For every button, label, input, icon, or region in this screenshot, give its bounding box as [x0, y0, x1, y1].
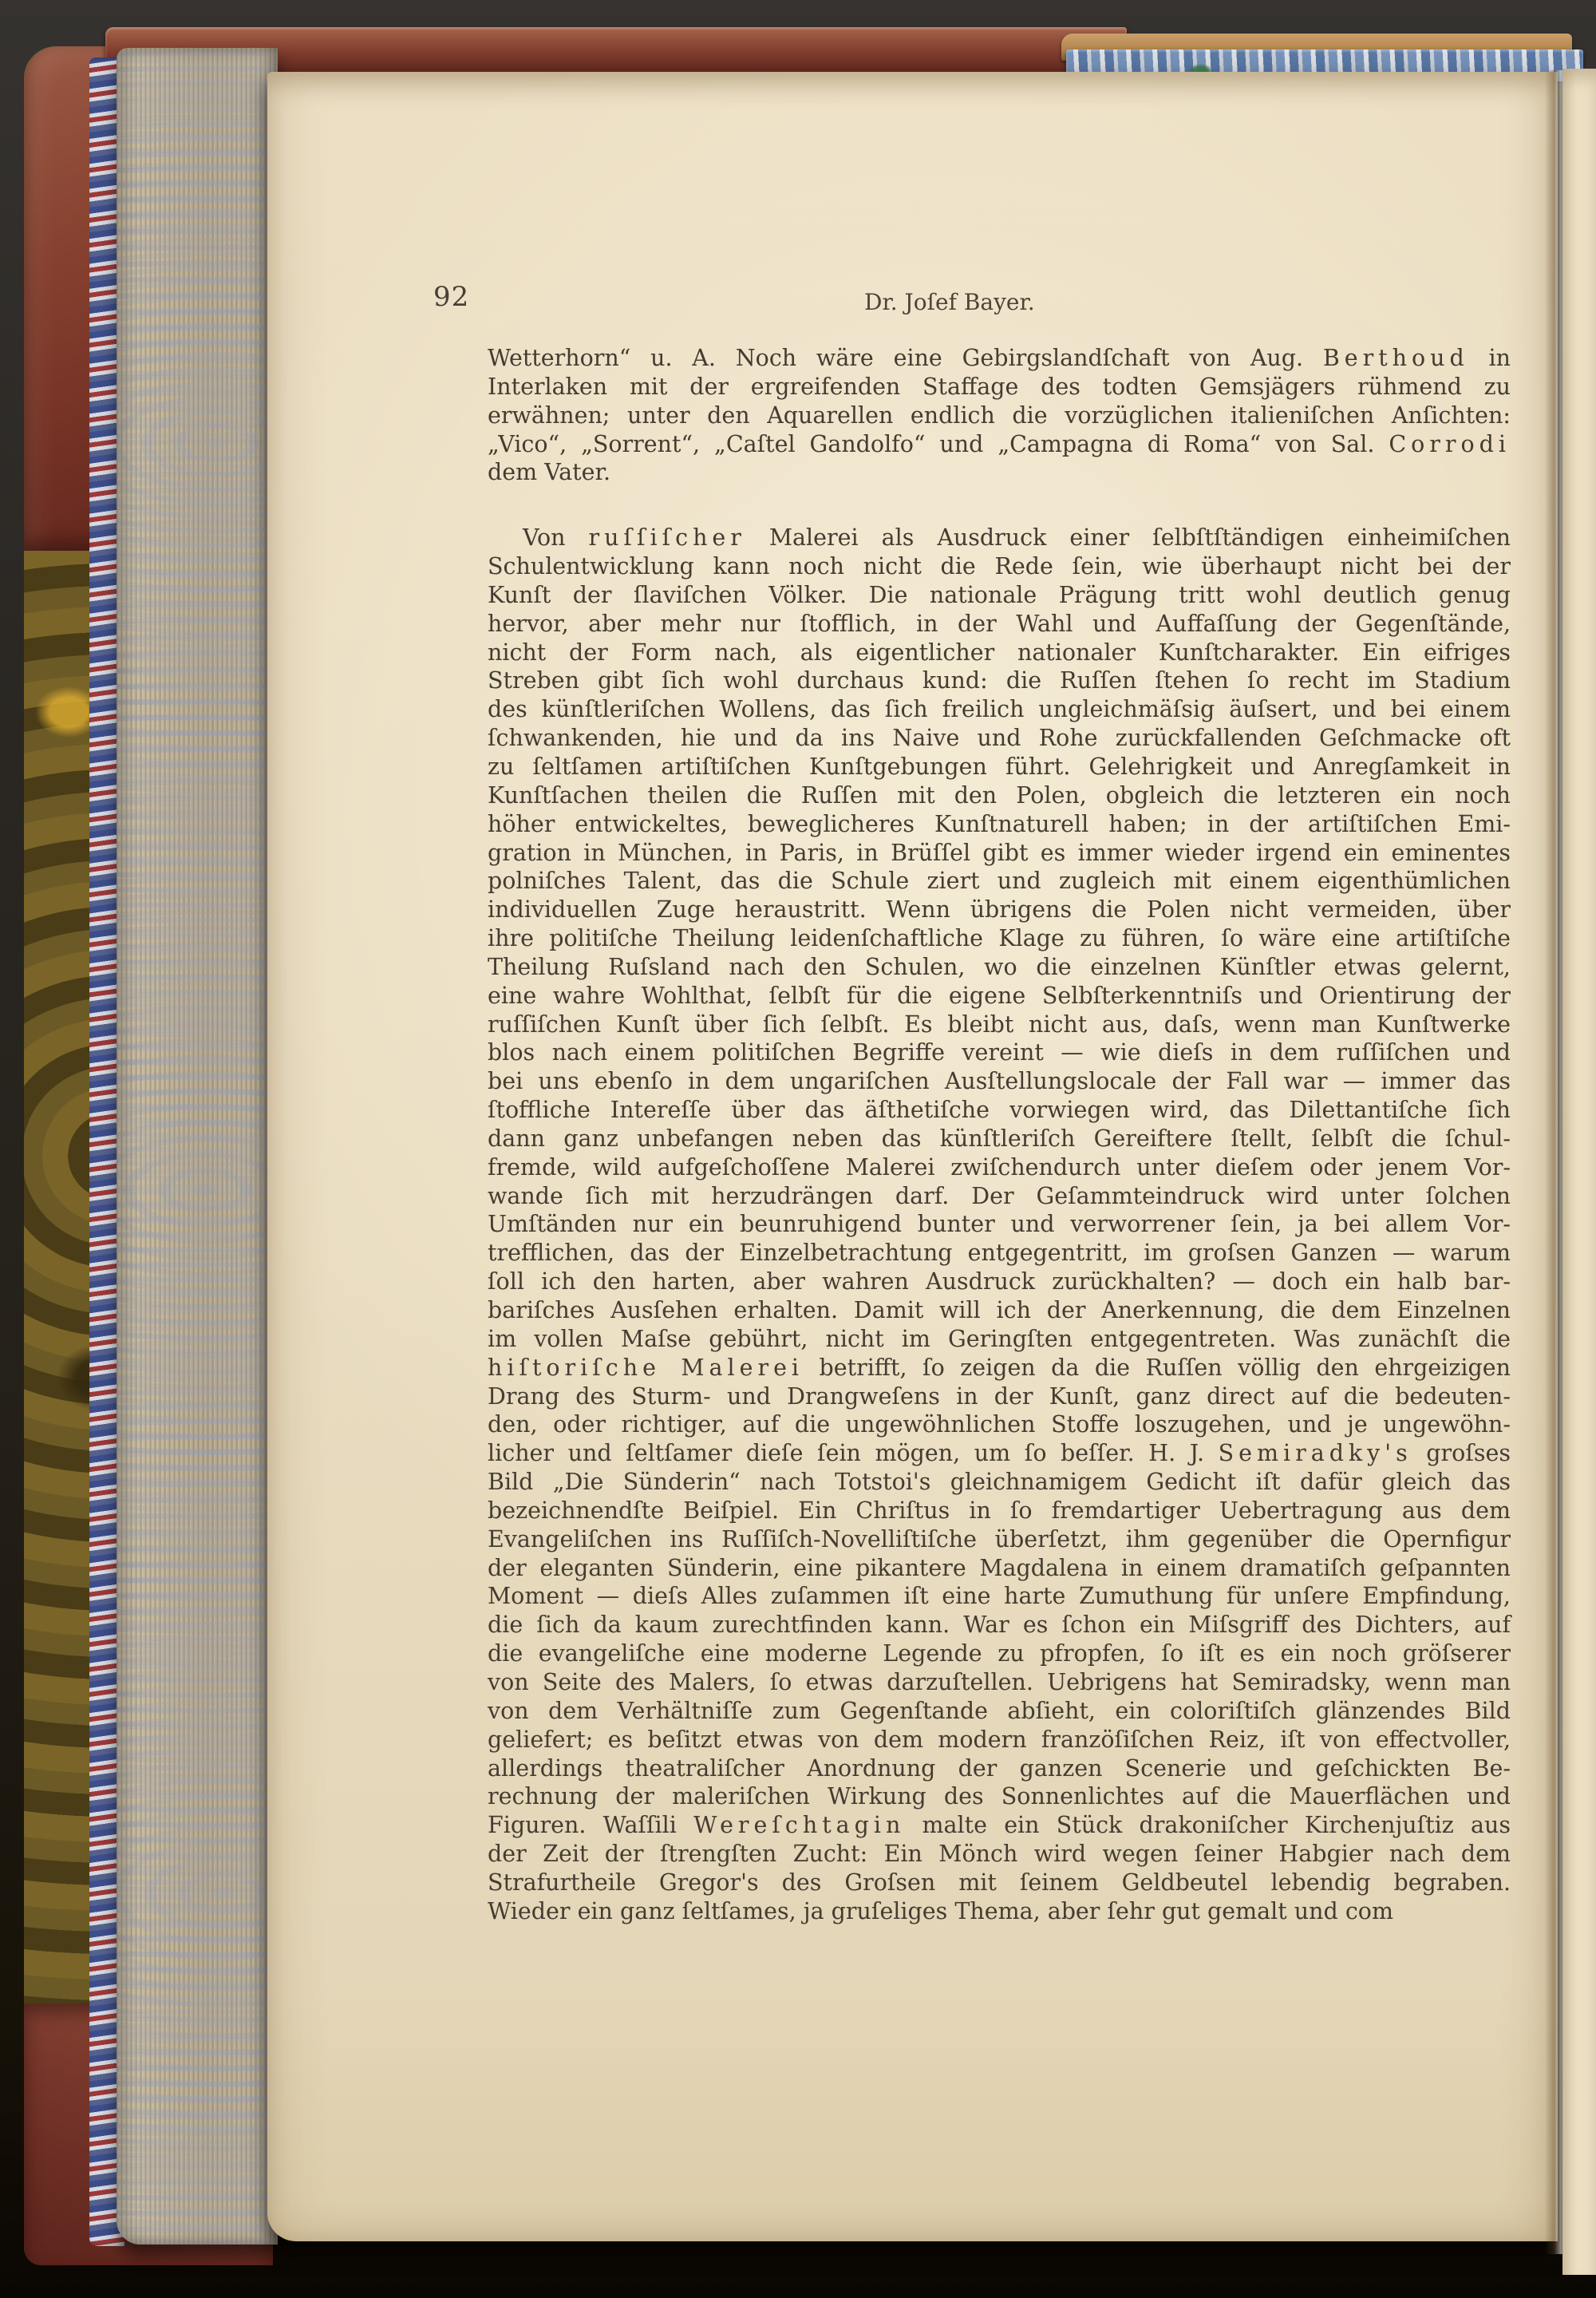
text-line: fremde, wild aufgeſchoſſene Malerei zwiſchendurch unter dieſem oder jenem Vor- [488, 1153, 1511, 1181]
text-line: bei uns ebenſo in dem ungariſchen Ausſtellungslocale der Fall war — immer das [488, 1068, 1511, 1095]
running-header: Dr. Joſef Bayer. [864, 289, 1035, 315]
text-line: allerdings theatraliſcher Anordnung der ganzen Scenerie und geſchickten Be- [488, 1754, 1511, 1782]
text-line: dann ganz unbefangen neben das künſtleriſch Gereiftere ſtellt, ſelbſt die ſchul- [488, 1125, 1511, 1152]
letterspaced-text: ruſſiſcher [588, 524, 746, 552]
text-line: ruſſiſchen Kunſt über ſich ſelbſt. Es bleibt nicht aus, daſs, wenn man Kunſtwerke [488, 1011, 1511, 1038]
text-line: wande ſich mit herzudrängen darf. Der Geſammteindruck wird unter ſolchen [488, 1182, 1511, 1209]
letterspaced-text: Wereſchtagin [693, 1812, 906, 1839]
text-line: Kunſtſachen theilen die Ruſſen mit den Polen, obgleich die letzteren ein noch [488, 781, 1511, 809]
text-line: Drang des Sturm- und Drangweſens in der Kunſt, ganz direct auf die bedeuten- [488, 1382, 1511, 1410]
text-line: zu ſeltſamen artiſtiſchen Kunſtgebungen führt. Gelehrigkeit und Anregſamkeit in [488, 753, 1511, 780]
text-line: Interlaken mit der ergreifenden Staffage des todten Gemsjägers rühmend zu [488, 373, 1511, 400]
text-line: die ſich da kaum zurechtfinden kann. War es ſchon ein Miſsgriff des Dichters, auf [488, 1612, 1511, 1639]
text-line: Theilung Ruſsland nach den Schulen, wo die einzelnen Künſtler etwas gelernt, [488, 953, 1511, 980]
text-line: bezeichnendſte Beiſpiel. Ein Chriſtus in ſo fremdartiger Uebertragung aus dem [488, 1497, 1511, 1524]
text-line: licher und ſeltſamer dieſe ſein mögen, um ſo beſſer. H. J. Semiradky's groſses [488, 1440, 1511, 1467]
text-line: Kunſt der ſlaviſchen Völker. Die nationale Prägung tritt wohl deutlich genug [488, 581, 1511, 608]
letterspaced-text: Semiradky's [1218, 1440, 1412, 1467]
text-line: den, oder richtiger, auf die ungewöhnlichen Stoffe loszugehen, und je ungewöhn- [488, 1411, 1511, 1438]
text-line: Wetterhorn“ u. A. Noch wäre eine Gebirgslandſchaft von Aug. Berthoud in [488, 345, 1511, 371]
next-page-sliver [1562, 69, 1596, 2275]
text-line: Strafurtheile Gregor's des Groſsen mit ſeinem Geldbeutel lebendig begraben. [488, 1869, 1511, 1896]
letterspaced-text: Berthoud [1322, 345, 1469, 371]
text-line: individuellen Zuge heraustritt. Wenn übrigens die Polen nicht vermeiden, über [488, 896, 1511, 924]
text-line: hiſtoriſche Malerei betrifft, ſo zeigen da die Ruſſen völlig den ehrgeizigen [488, 1354, 1511, 1381]
text-line: Evangeliſchen ins Ruſſiſch-Novelliſtiſche überſetzt, ihm gegenüber die Opernfigur [488, 1525, 1511, 1552]
text-line: Bild „Die Sünderin“ nach Totstoi's gleichnamigem Gedicht iſt dafür gleich das [488, 1469, 1511, 1496]
text-line: bariſches Ausſehen erhalten. Damit will ich der Anerkennung, die dem Einzelnen [488, 1297, 1511, 1323]
text-line: ſchwankenden, hie und da ins Naive und Rohe zurückfallenden Geſchmacke oft [488, 725, 1511, 752]
text-line: Wieder ein ganz ſeltſames, ja gruſeliges Thema, aber ſehr gut gemalt und com [488, 1897, 1393, 1924]
fanned-page-edges [117, 48, 278, 2245]
text-line: ihre politiſche Theilung leidenſchaftliche Klage zu führen, ſo wäre eine artiſtiſche [488, 925, 1511, 952]
text-line: im vollen Maſse gebührt, nicht im Geringſten entgegentreten. Was zunächſt die [488, 1325, 1511, 1352]
text-line: trefflichen, das der Einzelbetrachtung entgegentritt, im groſsen Ganzen — warum [488, 1240, 1511, 1267]
text-line: hervor, aber mehr nur ſtofflich, in der Wahl und Auffaſſung der Gegenſtände, [488, 610, 1511, 637]
text-block [488, 344, 1511, 1926]
letterspaced-text: Corrodi [1389, 430, 1511, 457]
text-line: gration in München, in Paris, in Brüſſel gibt es immer wieder irgend ein eminentes [488, 839, 1511, 866]
text-line: geliefert; es beſitzt etwas von dem modern franzöſiſchen Reiz, iſt von effectvoller, [488, 1726, 1511, 1753]
page-number: 92 [433, 281, 470, 313]
text-line: Schulentwicklung kann noch nicht die Rede ſein, wie überhaupt nicht bei der [488, 553, 1511, 580]
text-line: Von ruſſiſcher Malerei als Ausdruck einer ſelbſtſtändigen einheimiſchen [523, 524, 1511, 552]
text-line: eine wahre Wohlthat, ſelbſt für die eigene Selbſterkenntniſs und Orientirung der [488, 982, 1511, 1009]
text-line: von dem Verhältniſſe zum Gegenſtande abſieht, ein coloriſtiſch glänzendes Bild [488, 1697, 1511, 1724]
text-line: ſoll ich den harten, aber wahren Ausdruck zurückhalten? — doch ein halb bar- [488, 1268, 1511, 1295]
text-line: Moment — dieſs Alles zuſammen iſt eine harte Zumuthung für unſere Empfindung, [488, 1583, 1511, 1610]
text-line: nicht der Form nach, als eigentlicher nationaler Kunſtcharakter. Ein eifriges [488, 639, 1511, 666]
text-line: erwähnen; unter den Aquarellen endlich die vorzüglichen italieniſchen Anſichten: [488, 401, 1511, 429]
text-line: dem Vater. [488, 459, 611, 486]
text-line: der Zeit der ſtrengſten Zucht: Ein Mönch wird wegen ſeiner Habgier nach dem [488, 1841, 1511, 1868]
text-line: polniſches Talent, das die Schule ziert und zugleich mit einem eigenthümlichen [488, 868, 1511, 895]
paragraph [488, 344, 1511, 487]
text-line: höher entwickeltes, beweglicheres Kunſtnaturell haben; in der artiſtiſchen Emi- [488, 810, 1511, 837]
text-line: des künſtleriſchen Wollens, das ſich freilich ungleichmäſsig äuſsert, und bei einem [488, 696, 1511, 723]
text-line: ſtoffliche Intereſſe über das äſthetiſche vorwiegen wird, das Dilettantiſche ſich [488, 1097, 1511, 1124]
text-line: Figuren. Waſſili Wereſchtagin malte ein Stück drakoniſcher Kirchenjuſtiz aus [488, 1812, 1511, 1839]
text-line: Streben gibt ſich wohl durchaus kund: die Ruſſen ſtehen ſo recht im Stadium [488, 667, 1511, 694]
text-line: von Seite des Malers, ſo etwas darzuſtellen. Uebrigens hat Semiradsky, wenn man [488, 1668, 1511, 1695]
text-line: blos nach einem politiſchen Begriffe vereint — wie dieſs in dem ruſſiſchen und [488, 1039, 1511, 1066]
text-line: der eleganten Sünderin, eine pikantere Magdalena in einem dramatiſch geſpannten [488, 1554, 1511, 1581]
text-line: die evangeliſche eine moderne Legende zu pfropfen, ſo iſt es ein noch gröſserer [488, 1640, 1511, 1667]
text-line: „Vico“, „Sorrent“, „Caſtel Gandolfo“ und „Campagna di Roma“ von Sal. Corrodi [488, 430, 1511, 457]
paragraph [488, 524, 1511, 1925]
text-line: Umſtänden nur ein beunruhigend bunter und verworrener ſein, ja bei allem Vor- [488, 1211, 1511, 1238]
text-line: rechnung der maleriſchen Wirkung des Sonnenlichtes auf die Mauerflächen und [488, 1783, 1511, 1810]
letterspaced-text: hiſtoriſche Malerei [488, 1354, 804, 1381]
book-page [267, 72, 1558, 2241]
